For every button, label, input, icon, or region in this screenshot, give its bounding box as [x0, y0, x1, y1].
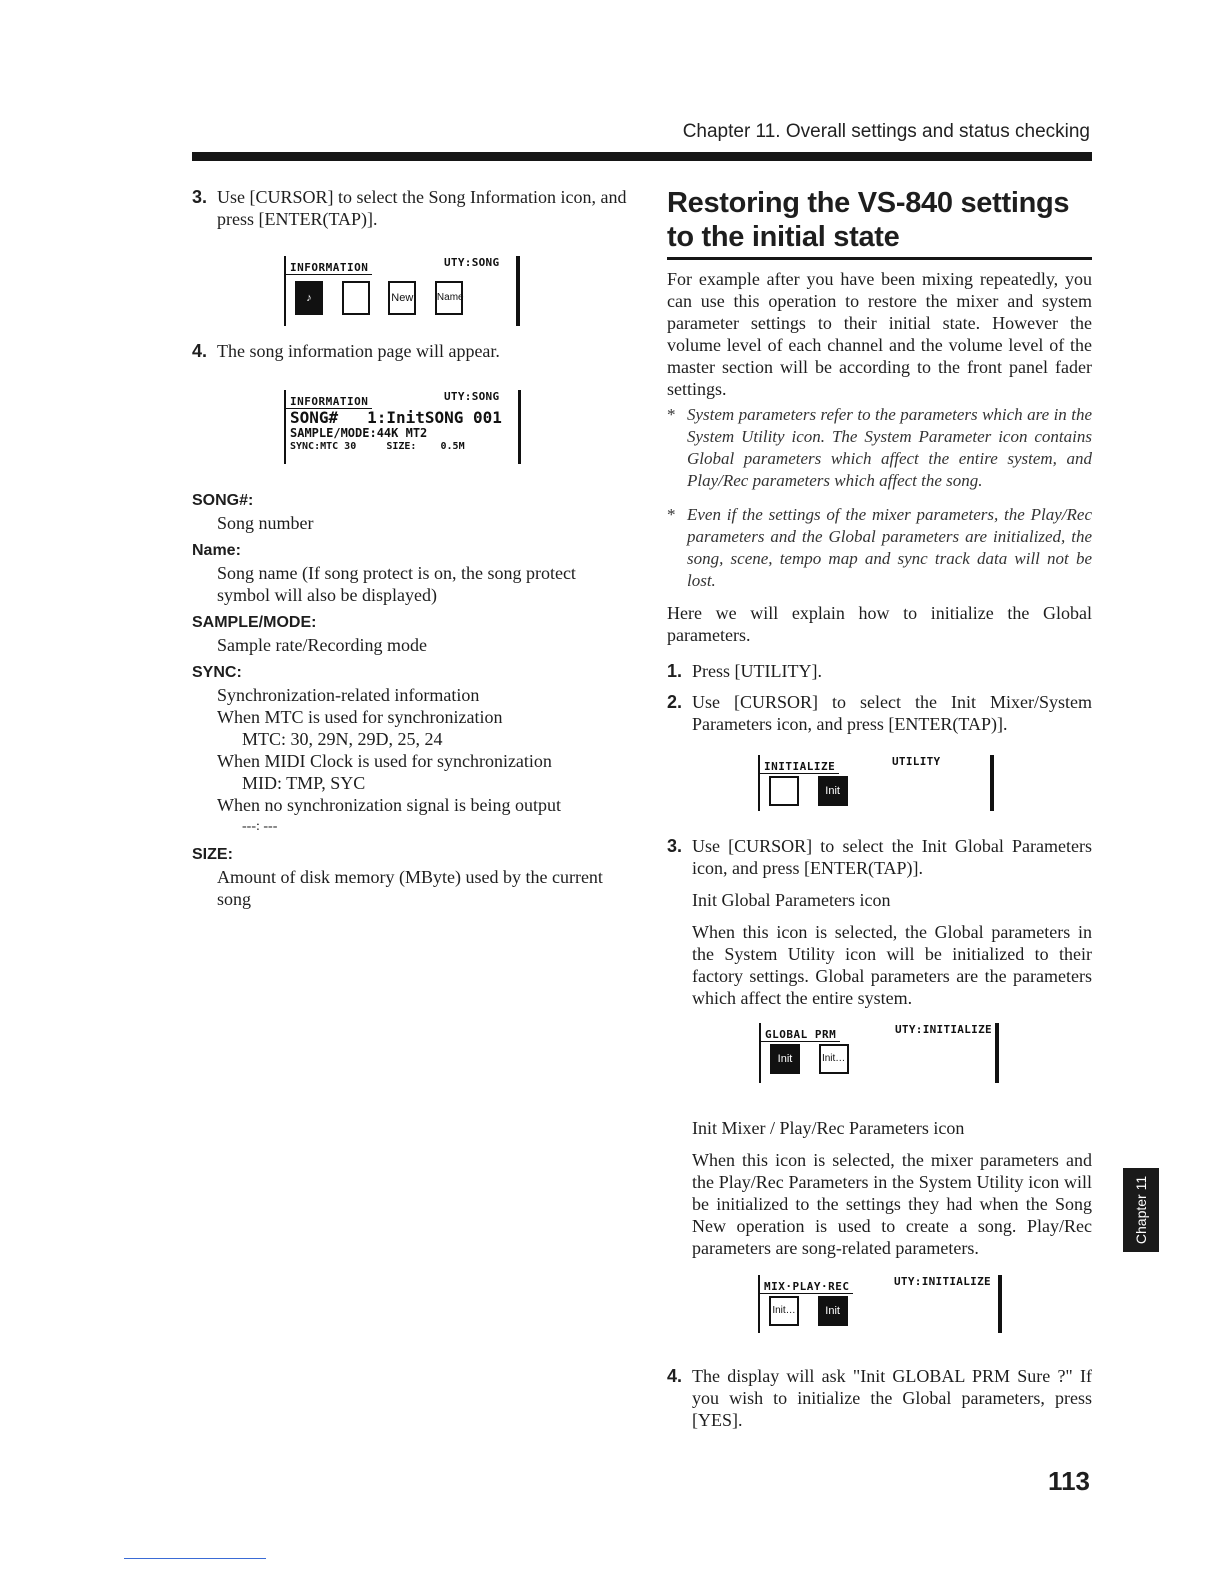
lcd-mix-play-rec [758, 1275, 1002, 1333]
term-sample-mode-desc: Sample rate/Recording mode [217, 635, 427, 655]
note-data-not-lost: * Even if the settings of the mixer parameters, the Play/Rec parameters and the Global parameters are initialized, the song, scene, tempo map and sync track data will not be lost. [667, 505, 1092, 590]
song-new-icon: New [388, 281, 416, 315]
term-sample-mode: SAMPLE/MODE: [192, 614, 317, 631]
sync-desc-line: MID: TMP, SYC [242, 773, 366, 793]
left-column [192, 186, 632, 910]
header-rule [192, 152, 1092, 161]
mix-icon-description: When this icon is selected, the mixer parameters and the Play/Rec Parameters in the System Utility icon will be initialized to the settings they had when the Song New operation is used to create a song. Play/Rec parameters are song-related parameters. [692, 1150, 1092, 1258]
section-heading: Restoring the VS-840 settings to the initial state [667, 187, 1070, 253]
sync-desc-line: When MTC is used for synchronization [217, 707, 503, 727]
lcd-song-number-row: SONG# 1:InitSONG 001 [290, 408, 502, 427]
lcd-path: UTY:INITIALIZE [895, 1023, 992, 1036]
lcd-title: INFORMATION [286, 395, 372, 409]
song-tool-icon [342, 281, 370, 315]
sync-desc-line: Synchronization-related information [217, 685, 480, 705]
step-4-song-info-page: 4. The song information page will appear. [192, 341, 500, 361]
term-size-desc: Amount of disk memory (MByte) used by the current song [217, 867, 603, 909]
sync-desc-line: ---: --- [242, 819, 278, 834]
heading-rule [667, 257, 1092, 260]
lcd-title: MIX·PLAY·REC [760, 1280, 853, 1294]
sync-desc-line: When no synchronization signal is being output [217, 795, 561, 815]
page-number: 113 [1048, 1466, 1090, 1496]
step-2-select-init-icon: 2. Use [CURSOR] to select the Init Mixer/System Parameters icon, and press [ENTER(TAP)]. [667, 692, 1092, 734]
lcd-path: UTY:SONG [444, 256, 500, 269]
lcd-path: UTY:INITIALIZE [894, 1275, 991, 1288]
term-song-number: SONG#: [192, 492, 254, 509]
lcd-title: INITIALIZE [760, 760, 839, 774]
init-playrec-icon: Init [818, 1296, 848, 1326]
init-global-icon: Init [770, 1044, 800, 1074]
init-system-icon [769, 776, 799, 806]
lcd-title: INFORMATION [286, 261, 372, 275]
term-sync: SYNC: [192, 664, 242, 681]
lcd-sample-mode-row: SAMPLE/MODE:44K MT2 [290, 426, 428, 440]
lcd-sync-size-row: SYNC:MTC 30 SIZE: 0.5M [290, 441, 465, 452]
lcd-path: UTILITY [892, 755, 941, 768]
term-name-desc: Song name (If song protect is on, the song protect symbol will also be displayed) [217, 563, 576, 605]
lcd-song-information [284, 390, 521, 464]
right-column [667, 186, 1092, 1431]
lcd-initialize [758, 755, 994, 811]
chapter-tab: Chapter 11 [1123, 1168, 1159, 1252]
mix-icon-heading: Init Mixer / Play/Rec Parameters icon [692, 1118, 965, 1138]
footnote-rule [124, 1558, 266, 1559]
explain-paragraph: Here we will explain how to initialize the Global parameters. [667, 603, 1092, 645]
lcd-title: GLOBAL PRM [761, 1028, 840, 1042]
lcd-path: UTY:SONG [444, 390, 500, 403]
term-song-number-desc: Song number [217, 513, 314, 533]
sync-desc-line: MTC: 30, 29N, 29D, 25, 24 [242, 729, 443, 749]
step-1-press-utility: 1. Press [UTILITY]. [667, 661, 822, 681]
step-3-select-init-global: 3. Use [CURSOR] to select the Init Global Parameters icon, and press [ENTER(TAP)]. [667, 836, 1092, 878]
chapter-header: Chapter 11. Overall settings and status checking [682, 121, 1090, 142]
step-3-select-song-info: 3. Use [CURSOR] to select the Song Information icon, and press [ENTER(TAP)]. [192, 187, 627, 229]
lcd-information-icons [284, 256, 520, 326]
global-icon-heading: Init Global Parameters icon [692, 890, 891, 910]
global-icon-description: When this icon is selected, the Global parameters in the System Utility icon will be initialized to their factory settings. Global parameters are the parameters which affect the entire system. [692, 922, 1092, 1008]
parameter-list [192, 490, 632, 910]
sync-desc-line: When MIDI Clock is used for synchronization [217, 751, 552, 771]
intro-paragraph: For example after you have been mixing repeatedly, you can use this operation to restore the mixer and system parameter settings to their initial state. However the volume level of each channel and the volume level of the master section will be according to the front panel fader settings. [667, 269, 1092, 399]
lcd-global-prm [759, 1023, 999, 1083]
song-name-icon: Name [435, 281, 463, 315]
song-info-icon: ♪ [295, 281, 323, 315]
init-mixer-icon: Init… [769, 1296, 799, 1326]
term-name: Name: [192, 542, 241, 559]
note-system-parameters: * System parameters refer to the parameters which are in the System Utility icon. The System Parameter icon contains Global parameters which affect the entire system, and Play/Rec parameters which affect the song. [667, 405, 1092, 490]
step-4-confirm-init: 4. The display will ask "Init GLOBAL PRM Sure ?" If you wish to initialize the Global parameters, press [YES]. [667, 1366, 1092, 1430]
term-size: SIZE: [192, 846, 233, 863]
init-playrec-icon: Init… [819, 1044, 849, 1074]
init-icon: Init [818, 776, 848, 806]
